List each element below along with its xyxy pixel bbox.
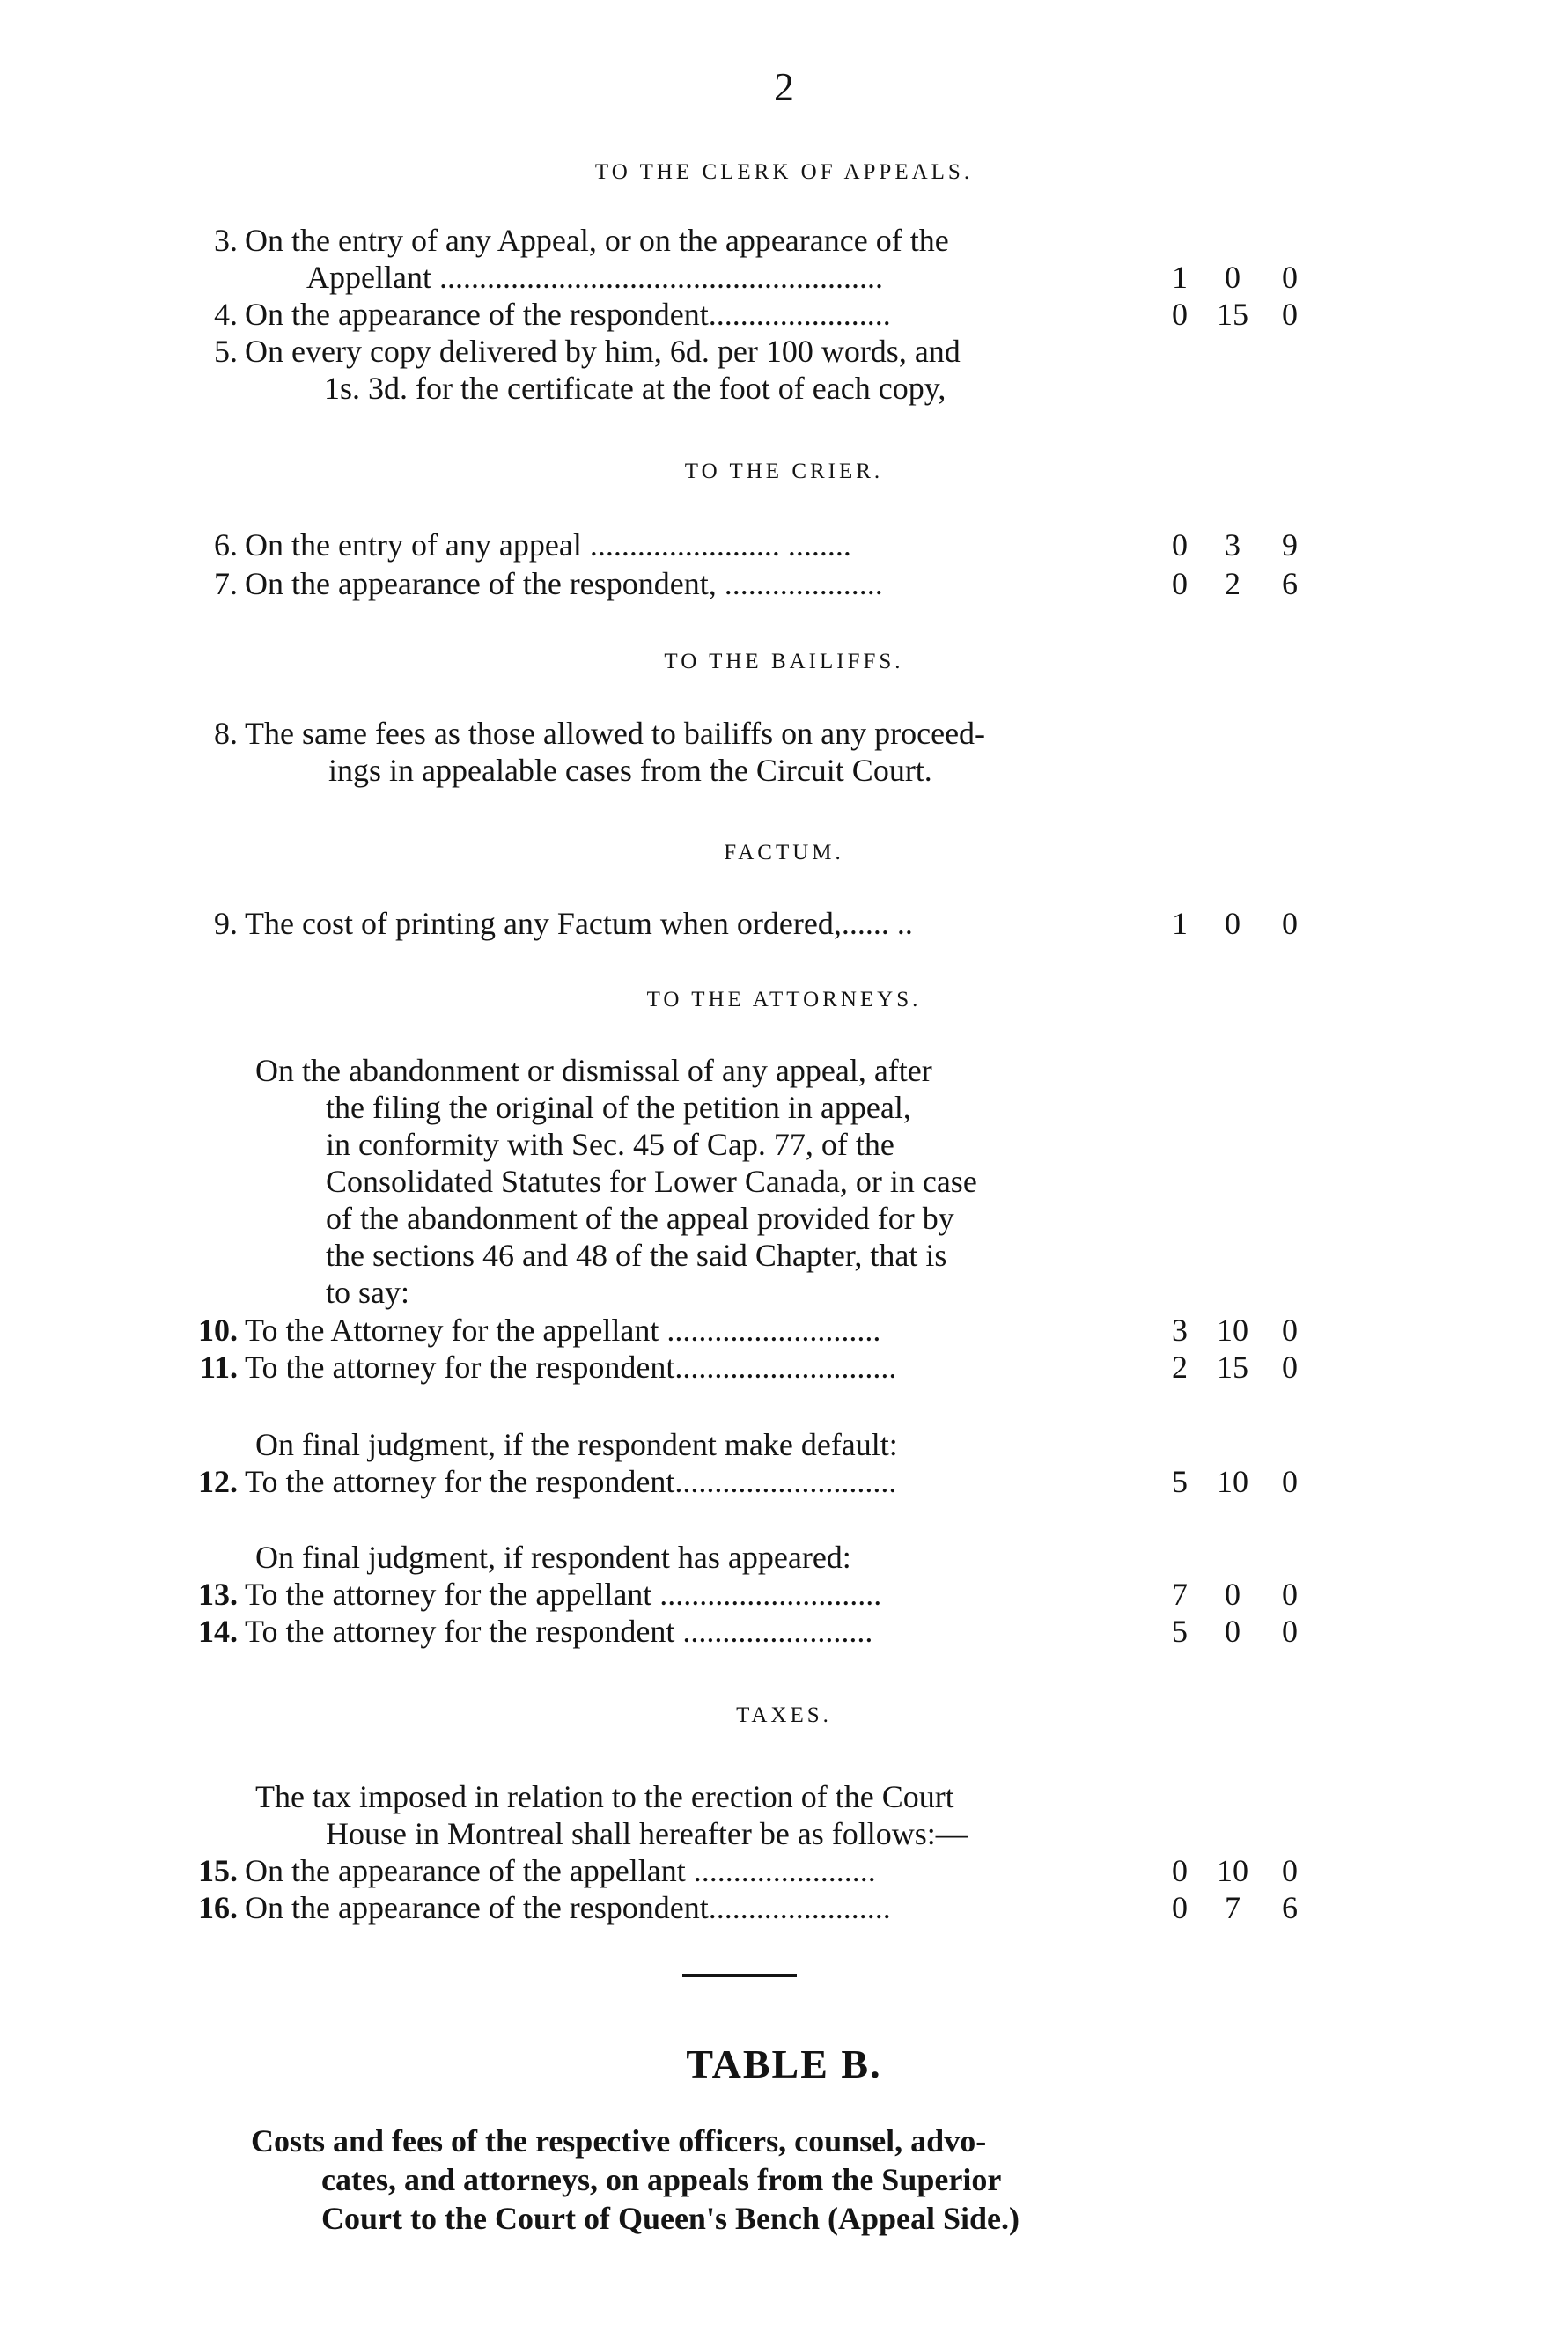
amount-pence: 6 [1282, 1890, 1298, 1925]
amount-shillings: 0 [1225, 260, 1240, 295]
amount-pounds: 3 [1172, 1313, 1188, 1348]
amount-shillings: 15 [1217, 297, 1248, 332]
default-judgment-heading [255, 1426, 1136, 1463]
paragraph-line: On the abandonment or dismissal of any appeal, after [255, 1053, 932, 1088]
entry-number: 7. [214, 566, 238, 601]
paragraph-line: On final judgment, if the respondent make default: [255, 1427, 898, 1462]
entry-number: 12. [198, 1464, 238, 1499]
entry-line: On the appearance of the respondent, .................... [245, 566, 883, 601]
amount-pence: 6 [1282, 566, 1298, 601]
section-heading-taxes: TAXES. [736, 1703, 832, 1727]
paragraph-line: House in Montreal shall hereafter be as follows:— [326, 1816, 968, 1851]
page-number: 2 [774, 64, 794, 109]
entry-line: Appellant ........................................................ [306, 260, 883, 295]
entry-line: On the appearance of the appellant ....................... [245, 1853, 876, 1888]
entry-text [245, 1852, 1125, 1889]
entry-number: 8. [214, 716, 238, 751]
amount-pence: 0 [1282, 297, 1298, 332]
amount-pence: 0 [1282, 906, 1298, 941]
amount-shillings: 10 [1217, 1464, 1248, 1499]
amount-pence: 0 [1282, 1464, 1298, 1499]
entry-line: To the Attorney for the appellant ........................... [245, 1313, 881, 1348]
amount-pence: 9 [1282, 527, 1298, 563]
entry-line: To the attorney for the respondent ........................ [245, 1614, 873, 1649]
amount-shillings: 2 [1225, 566, 1240, 601]
amount-shillings: 10 [1217, 1853, 1248, 1888]
paragraph-line: to say: [326, 1275, 409, 1310]
entry-text [245, 1613, 1125, 1650]
entry-number: 10. [198, 1313, 238, 1348]
amount-shillings: 3 [1225, 527, 1240, 563]
entry-line: The cost of printing any Factum when ordered,...... .. [245, 906, 913, 941]
entry-line: ings in appealable cases from the Circuit Court. [328, 753, 932, 788]
entry-line: On every copy delivered by him, 6d. per 100 words, and [245, 334, 961, 369]
amount-pence: 0 [1282, 1313, 1298, 1348]
entry-line: To the attorney for the respondent............................ [245, 1350, 897, 1385]
amount-shillings: 15 [1217, 1350, 1248, 1385]
amount-shillings: 0 [1225, 1577, 1240, 1612]
amount-pounds: 0 [1172, 297, 1188, 332]
paragraph-line: Consolidated Statutes for Lower Canada, or in case [326, 1164, 977, 1199]
entry-text [245, 565, 1125, 602]
amount-pounds: 0 [1172, 566, 1188, 601]
table-b-description [251, 2122, 1149, 2238]
amount-pounds: 5 [1172, 1614, 1188, 1649]
tax-paragraph [255, 1778, 1136, 1852]
entry-text [245, 1463, 1125, 1500]
entry-line: On the appearance of the respondent....................... [245, 297, 891, 332]
amount-shillings: 0 [1225, 1614, 1240, 1649]
entry-text [245, 333, 1125, 407]
amount-pence: 0 [1282, 1614, 1298, 1649]
amount-pounds: 1 [1172, 260, 1188, 295]
entry-number: 14. [198, 1614, 238, 1649]
amount-pounds: 7 [1172, 1577, 1188, 1612]
entry-number: 9. [214, 906, 238, 941]
section-heading-crier: TO THE CRIER. [684, 460, 884, 483]
entry-line: To the attorney for the appellant ............................ [245, 1577, 882, 1612]
table-b-title: TABLE B. [686, 2041, 882, 2086]
entry-line: 1s. 3d. for the certificate at the foot of each copy, [324, 371, 946, 406]
amount-pence: 0 [1282, 260, 1298, 295]
entry-text [245, 715, 1125, 789]
paragraph-line: the filing the original of the petition in appeal, [326, 1090, 911, 1125]
section-heading-factum: FACTUM. [724, 841, 844, 864]
entry-text [245, 1349, 1125, 1386]
entry-line: On the appearance of the respondent....................... [245, 1890, 891, 1925]
section-heading-clerk: TO THE CLERK OF APPEALS. [594, 160, 974, 184]
entry-text [245, 1889, 1125, 1926]
amount-pounds: 5 [1172, 1464, 1188, 1499]
amount-pence: 0 [1282, 1853, 1298, 1888]
paragraph-line: On final judgment, if respondent has appeared: [255, 1540, 851, 1575]
amount-pounds: 0 [1172, 1853, 1188, 1888]
paragraph-line: in conformity with Sec. 45 of Cap. 77, of the [326, 1127, 894, 1162]
entry-line: On the entry of any Appeal, or on the appearance of the [245, 223, 949, 258]
paragraph-line: of the abandonment of the appeal provided for by [326, 1201, 954, 1236]
entry-number: 3. [214, 223, 238, 258]
entry-line: On the entry of any appeal ........................ ........ [245, 527, 851, 563]
amount-pounds: 0 [1172, 527, 1188, 563]
entry-text [245, 1312, 1125, 1349]
entry-number: 6. [214, 527, 238, 563]
entry-text [245, 222, 1125, 296]
amount-pence: 0 [1282, 1577, 1298, 1612]
amount-pounds: 2 [1172, 1350, 1188, 1385]
paragraph-line: the sections 46 and 48 of the said Chapter, that is [326, 1238, 947, 1273]
paragraph-line: The tax imposed in relation to the erection of the Court [255, 1779, 954, 1814]
description-line: Costs and fees of the respective officers, counsel, advo- [251, 2123, 987, 2159]
entry-number: 4. [214, 297, 238, 332]
entry-line: To the attorney for the respondent............................ [245, 1464, 897, 1499]
amount-shillings: 10 [1217, 1313, 1248, 1348]
abandonment-paragraph [255, 1052, 1136, 1311]
entry-text [245, 905, 1125, 942]
entry-number: 5. [214, 334, 238, 369]
description-line: cates, and attorneys, on appeals from the Superior [321, 2162, 1002, 2197]
appeared-judgment-heading [255, 1539, 1136, 1576]
amount-pounds: 1 [1172, 906, 1188, 941]
entry-number: 16. [198, 1890, 238, 1925]
entry-line: The same fees as those allowed to bailiffs on any proceed- [245, 716, 986, 751]
entry-text [245, 296, 1125, 333]
entry-number: 11. [199, 1350, 238, 1385]
entry-text [245, 526, 1125, 563]
entry-number: 15. [198, 1853, 238, 1888]
amount-shillings: 0 [1225, 906, 1240, 941]
section-divider-rule [682, 1974, 797, 1977]
section-heading-bailiffs: TO THE BAILIFFS. [664, 650, 904, 673]
description-line: Court to the Court of Queen's Bench (Appeal Side.) [321, 2201, 1020, 2236]
section-heading-attorneys: TO THE ATTORNEYS. [646, 988, 922, 1011]
amount-pounds: 0 [1172, 1890, 1188, 1925]
amount-shillings: 7 [1225, 1890, 1240, 1925]
entry-number: 13. [198, 1577, 238, 1612]
amount-pence: 0 [1282, 1350, 1298, 1385]
entry-text [245, 1576, 1125, 1613]
